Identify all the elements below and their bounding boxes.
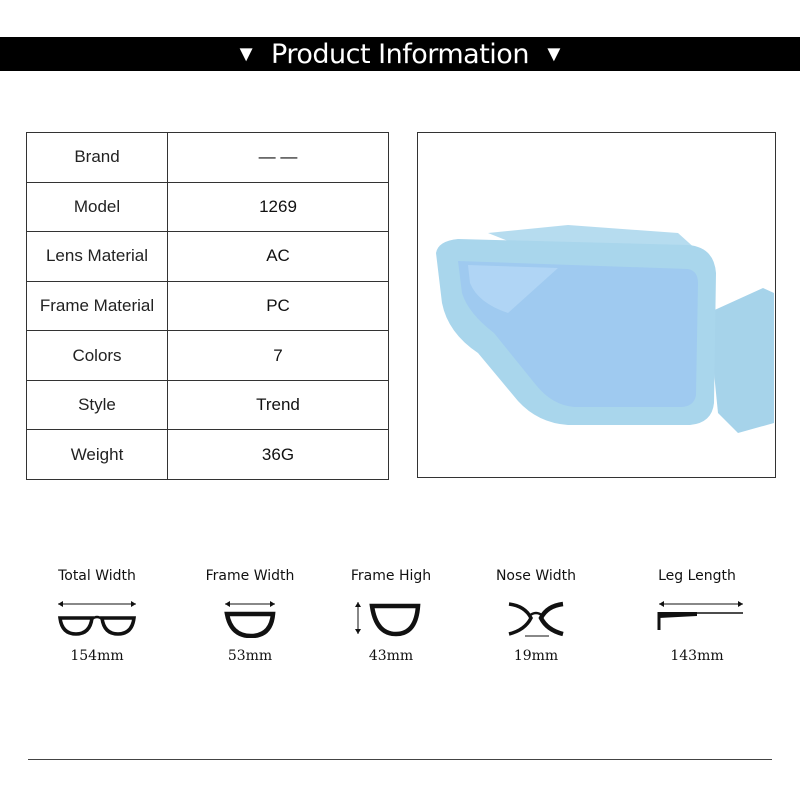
spec-value: — — xyxy=(168,133,389,183)
spec-label: Colors xyxy=(27,331,168,381)
frame-high-icon xyxy=(346,598,436,638)
frame-width-icon xyxy=(205,598,295,638)
dimension-leg-length xyxy=(622,568,772,664)
spec-label: Model xyxy=(27,182,168,232)
dimension-nose-width xyxy=(461,568,611,664)
table-row xyxy=(27,430,389,480)
dimension-value: 43mm xyxy=(368,648,414,664)
dimension-total-width xyxy=(22,568,172,664)
spec-value: Trend xyxy=(168,380,389,430)
table-row xyxy=(27,281,389,331)
table-row xyxy=(27,331,389,381)
spec-table xyxy=(26,132,389,480)
dimension-value: 143mm xyxy=(670,648,724,664)
triangle-down-icon: ▼ xyxy=(235,41,258,66)
product-photo xyxy=(417,132,776,478)
table-row xyxy=(27,232,389,282)
dimension-value: 53mm xyxy=(227,648,273,664)
divider xyxy=(28,759,772,760)
spec-value: 7 xyxy=(168,331,389,381)
banner-title: Product Information xyxy=(271,38,529,70)
total-width-icon xyxy=(52,598,142,638)
dimension-title: Frame High xyxy=(350,568,432,584)
section-banner xyxy=(0,37,800,71)
dimension-value: 154mm xyxy=(70,648,124,664)
dimension-frame-high xyxy=(316,568,466,664)
table-row xyxy=(27,380,389,430)
dimension-title: Leg Length xyxy=(658,568,736,584)
spec-label: Weight xyxy=(27,430,168,480)
spec-value: PC xyxy=(168,281,389,331)
leg-length-icon xyxy=(647,598,747,638)
dimension-title: Frame Width xyxy=(205,568,295,584)
table-row xyxy=(27,133,389,183)
table-row xyxy=(27,182,389,232)
spec-label: Style xyxy=(27,380,168,430)
spec-label: Brand xyxy=(27,133,168,183)
spec-label: Frame Material xyxy=(27,281,168,331)
spec-value: 1269 xyxy=(168,182,389,232)
sunglasses-image xyxy=(418,133,775,477)
spec-label: Lens Material xyxy=(27,232,168,282)
dimension-value: 19mm xyxy=(513,648,559,664)
dimension-title: Nose Width xyxy=(495,568,577,584)
triangle-down-icon: ▼ xyxy=(542,41,565,66)
dimensions-row xyxy=(0,568,800,698)
nose-width-icon xyxy=(491,598,581,638)
dimension-title: Total Width xyxy=(58,568,136,584)
spec-value: AC xyxy=(168,232,389,282)
spec-value: 36G xyxy=(168,430,389,480)
dimension-frame-width xyxy=(175,568,325,664)
